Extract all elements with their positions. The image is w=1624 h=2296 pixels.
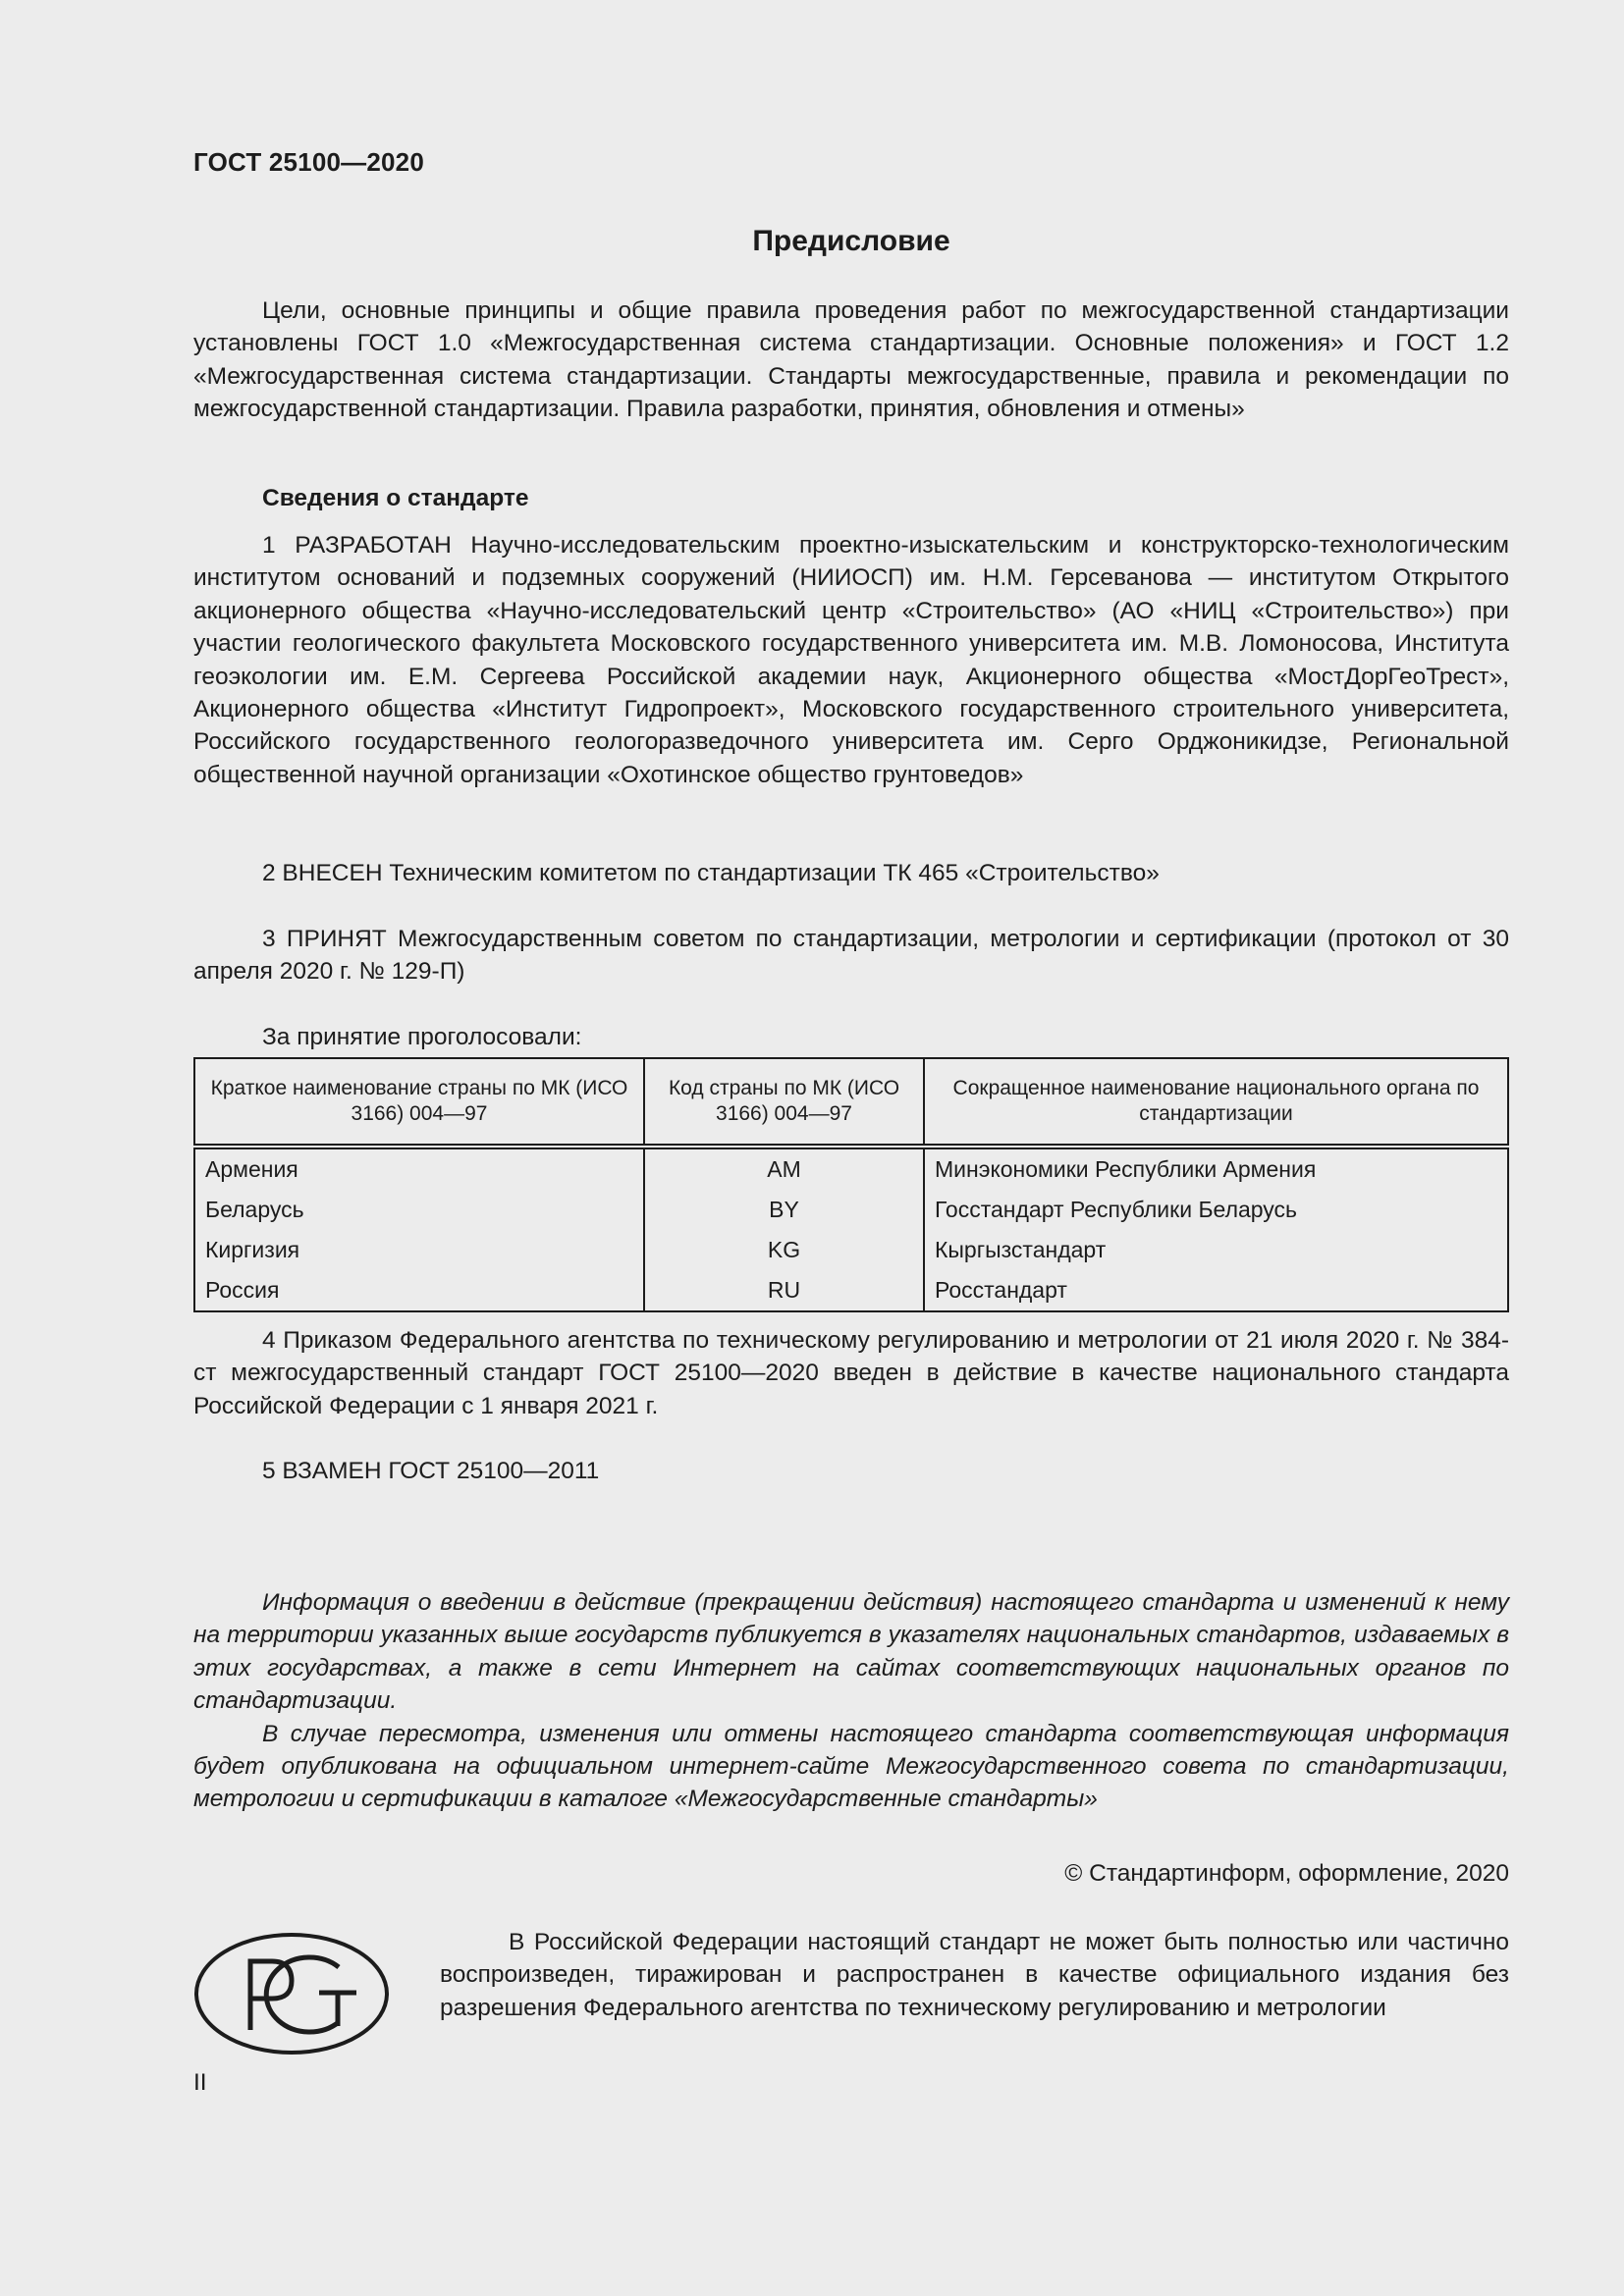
- item-adopted-block: [193, 923, 1509, 988]
- item-replaces: 5 ВЗАМЕН ГОСТ 25100—2011: [262, 1458, 600, 1484]
- info-heading: Сведения о стандарте: [262, 485, 529, 511]
- voted-label: За принятие проголосовали:: [262, 1024, 582, 1050]
- notice-paragraph: В Российской Федерации настоящий стандарт не может быть полностью или частично воспроизведен, тиражирован и распространен в качестве официального издания без разрешения Федерального агентства по техническому регулированию и метрологии: [440, 1929, 1509, 2021]
- cell-body: Росстандарт: [924, 1270, 1508, 1311]
- header-body: Сокращенное наименование национального органа по стандартизации: [924, 1058, 1508, 1147]
- cell-body: Минэкономики Республики Армения: [924, 1147, 1508, 1190]
- table-row: [194, 1147, 1508, 1190]
- item-replaces-block: [193, 1455, 1509, 1487]
- copyright-notice: [440, 1926, 1509, 2024]
- header-code: Код страны по МК (ИСО 3166) 004—97: [644, 1058, 924, 1147]
- item-order-block: [193, 1324, 1509, 1422]
- item-introduced-block: [193, 857, 1509, 889]
- page-title: Предисловие: [752, 225, 950, 257]
- page-number: II: [193, 2069, 207, 2096]
- table-header-row: [194, 1058, 1508, 1147]
- cell-code: RU: [644, 1270, 924, 1311]
- cell-code: KG: [644, 1230, 924, 1270]
- cell-body: Госстандарт Республики Беларусь: [924, 1190, 1508, 1230]
- cell-country: Россия: [194, 1270, 644, 1311]
- intro-section: [193, 294, 1509, 426]
- header-country: Краткое наименование страны по МК (ИСО 3166) 004—97: [194, 1058, 644, 1147]
- item-developed-block: [193, 529, 1509, 791]
- info-note-publication: Информация о введении в действие (прекращении действия) настоящего стандарта и изменений к нему на территории указанных выше государств публикуется в указателях национальных стандартов, издаваемых в этих государствах, а также в сети Интернет на сайтах соответствующих национальных органов по стандартизации.: [193, 1589, 1509, 1715]
- votes-table: [193, 1057, 1509, 1312]
- info-notes: [193, 1586, 1509, 1816]
- cell-body: Кыргызстандарт: [924, 1230, 1508, 1270]
- cell-code: BY: [644, 1190, 924, 1230]
- item-developed: 1 РАЗРАБОТАН Научно-исследовательским проектно-изыскательским и конструкторско-технологическим институтом оснований и подземных сооружений (НИИОСП) им. Н.М. Герсеванова — институтом Открытого акционерного общества «Научно-исследовательский центр «Строительство» (АО «НИЦ «Строительство») при участии геологического факультета Московского государственного университета им. М.В. Ломоносова, Института геоэкологии им. Е.М. Сергеева Российской академии наук, Акционерного общества «МостДорГеоТрест», Акционерного общества «Институт Гидропроект», Московского государственного строительного университета, Российского государственного геологоразведочного университета им. Серго Орджоникидзе, Региональной общественной научной организации «Охотинское общество грунтоведов»: [193, 532, 1509, 788]
- cell-country: Армения: [194, 1147, 644, 1190]
- cell-code: AM: [644, 1147, 924, 1190]
- item-introduced: 2 ВНЕСЕН Техническим комитетом по стандартизации ТК 465 «Строительство»: [262, 860, 1160, 886]
- item-order: 4 Приказом Федерального агентства по техническому регулированию и метрологии от 21 июля 2020 г. № 384-ст межгосударственный стандарт ГОСТ 25100—2020 введен в действие в качестве национального стандарта Российской Федерации с 1 января 2021 г.: [193, 1327, 1509, 1419]
- rst-certification-logo-icon: [193, 1932, 390, 2056]
- table-row: [194, 1230, 1508, 1270]
- table-row: [194, 1270, 1508, 1311]
- table-row: [194, 1190, 1508, 1230]
- intro-paragraph: Цели, основные принципы и общие правила проведения работ по межгосударственной стандартизации установлены ГОСТ 1.0 «Межгосударственная система стандартизации. Основные положения» и ГОСТ 1.2 «Межгосударственная система стандартизации. Стандарты межгосударственные, правила и рекомендации по межгосударственной стандартизации. Правила разработки, принятия, обновления и отмены»: [193, 297, 1509, 423]
- cell-country: Киргизия: [194, 1230, 644, 1270]
- document-code: ГОСТ 25100—2020: [193, 147, 424, 177]
- info-note-revision: В случае пересмотра, изменения или отмены настоящего стандарта соответствующая информация будет опубликована на официальном интернет-сайте Межгосударственного совета по стандартизации, метрологии и сертификации в каталоге «Межгосударственные стандарты»: [193, 1720, 1509, 1813]
- cell-country: Беларусь: [194, 1190, 644, 1230]
- voted-label-block: [193, 1021, 1509, 1053]
- info-heading-block: [193, 482, 1509, 514]
- item-adopted: 3 ПРИНЯТ Межгосударственным советом по стандартизации, метрологии и сертификации (протокол от 30 апреля 2020 г. № 129-П): [193, 926, 1509, 986]
- copyright-line: © Стандартинформ, оформление, 2020: [1064, 1860, 1509, 1887]
